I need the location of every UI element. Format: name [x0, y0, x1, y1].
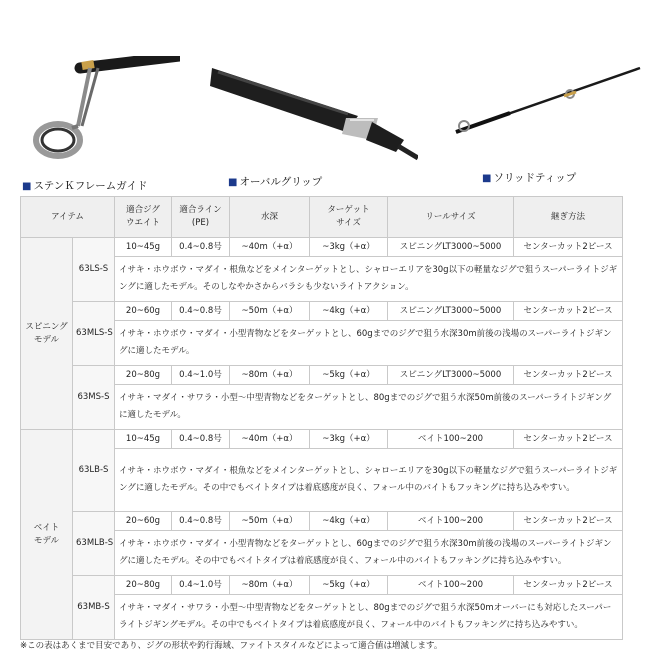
tip-caption: ■ ソリッドティップ — [482, 172, 577, 184]
model-description: イサキ・ホウボウ・マダイ・小型青物などをターゲットとし、60gまでのジグで狙う水深30m前後の浅場のスーパーライトジギングに適したモデル。その中でもベイトタイプは着底感度が良く、フォール中のバイトもフッキングに持ち込みやすい。 — [115, 531, 623, 576]
spec-depth: ~80m（+α） — [230, 576, 310, 595]
guide-photo — [20, 56, 180, 166]
model-name: 63LS-S — [73, 238, 115, 302]
header-item: アイテム — [21, 197, 115, 238]
model-name: 63LB-S — [73, 430, 115, 512]
spec-depth: ~80m（+α） — [230, 366, 310, 385]
spec-joint: センターカット2ピース — [514, 366, 623, 385]
table-row — [21, 512, 623, 531]
table-row — [21, 302, 623, 321]
header-depth: 水深 — [230, 197, 310, 238]
spec-line: 0.4~0.8号 — [172, 238, 230, 257]
model-name: 63MLS-S — [73, 302, 115, 366]
spec-target: ~3kg（+α） — [310, 430, 388, 449]
table-row — [21, 430, 623, 449]
spec-line: 0.4~0.8号 — [172, 430, 230, 449]
table-header — [21, 197, 623, 238]
model-description: イサキ・ホウボウ・マダイ・小型青物などをターゲットとし、60gまでのジグで狙う水深30m前後の浅場のスーパーライトジギングに適したモデル。 — [115, 321, 623, 366]
spec-jig: 20~60g — [115, 302, 172, 321]
spec-line: 0.4~0.8号 — [172, 512, 230, 531]
spec-reel: ベイト100~200 — [388, 576, 514, 595]
model-description: イサキ・ホウボウ・マダイ・根魚などをメインターゲットとし、シャローエリアを30g以下の軽量なジグで狙うスーパーライトジギングに適したモデル。そのしなやかさからバラシも少ないライトアクション。 — [115, 257, 623, 302]
tip-photo — [450, 64, 642, 144]
spec-reel: ベイト100~200 — [388, 512, 514, 531]
spec-line: 0.4~1.0号 — [172, 366, 230, 385]
spec-joint: センターカット2ピース — [514, 430, 623, 449]
model-description: イサキ・マダイ・サワラ・小型～中型青物などをターゲットとし、80gまでのジグで狙う水深50m前後のスーパーライトジギングに適したモデル。 — [115, 385, 623, 430]
caption-marker: ■ — [22, 181, 32, 192]
grip-caption: ■ オーバルグリップ — [228, 176, 323, 188]
spec-jig: 20~60g — [115, 512, 172, 531]
spec-reel: スピニングLT3000~5000 — [388, 238, 514, 257]
footnote: ※この表はあくまで目安であり、ジグの形状や釣行海域、ファイトスタイルなどによって適合値は増減します。 — [20, 641, 443, 651]
spec-line: 0.4~0.8号 — [172, 302, 230, 321]
header-joint: 継ぎ方法 — [514, 197, 623, 238]
model-name: 63MB-S — [73, 576, 115, 640]
header-target: ターゲット サイズ — [310, 197, 388, 238]
group-label: ベイト モデル — [21, 430, 73, 640]
header-jig: 適合ジグ ウエイト — [115, 197, 172, 238]
spec-jig: 10~45g — [115, 238, 172, 257]
spec-reel: スピニングLT3000~5000 — [388, 302, 514, 321]
model-name: 63MS-S — [73, 366, 115, 430]
spec-target: ~5kg（+α） — [310, 576, 388, 595]
spec-target: ~4kg（+α） — [310, 302, 388, 321]
spec-depth: ~50m（+α） — [230, 512, 310, 531]
table-body — [21, 238, 623, 640]
guide-caption: ■ ステンＫフレームガイド — [22, 180, 148, 192]
spec-jig: 10~45g — [115, 430, 172, 449]
spec-depth: ~50m（+α） — [230, 302, 310, 321]
spec-reel: ベイト100~200 — [388, 430, 514, 449]
model-description: イサキ・ホウボウ・マダイ・根魚などをメインターゲットとし、シャローエリアを30g以下の軽量なジグで狙うスーパーライトジギングに適したモデル。その中でもベイトタイプは着底感度が良く、フォール中のバイトもフッキングに持ち込みやすい。 — [115, 449, 623, 512]
spec-line: 0.4~1.0号 — [172, 576, 230, 595]
spec-jig: 20~80g — [115, 576, 172, 595]
model-description: イサキ・マダイ・サワラ・小型～中型青物などをターゲットとし、80gまでのジグで狙う水深50mオーバーにも対応したスーパーライトジギングモデル。その中でもベイトタイプは着底感度が良く、フォール中のバイトもフッキングに持ち込みやすい。 — [115, 595, 623, 640]
spec-target: ~3kg（+α） — [310, 238, 388, 257]
spec-target: ~4kg（+α） — [310, 512, 388, 531]
header-line: 適合ライン (PE) — [172, 197, 230, 238]
spec-jig: 20~80g — [115, 366, 172, 385]
spec-joint: センターカット2ピース — [514, 238, 623, 257]
spec-reel: スピニングLT3000~5000 — [388, 366, 514, 385]
header-reel: リールサイズ — [388, 197, 514, 238]
table-row — [21, 238, 623, 257]
grip-photo — [208, 54, 418, 164]
table-row — [21, 366, 623, 385]
spec-depth: ~40m（+α） — [230, 430, 310, 449]
spec-table — [20, 196, 623, 640]
spec-depth: ~40m（+α） — [230, 238, 310, 257]
spec-joint: センターカット2ピース — [514, 512, 623, 531]
group-label: スピニング モデル — [21, 238, 73, 430]
table-row — [21, 576, 623, 595]
spec-joint: センターカット2ピース — [514, 302, 623, 321]
model-name: 63MLB-S — [73, 512, 115, 576]
spec-target: ~5kg（+α） — [310, 366, 388, 385]
spec-joint: センターカット2ピース — [514, 576, 623, 595]
